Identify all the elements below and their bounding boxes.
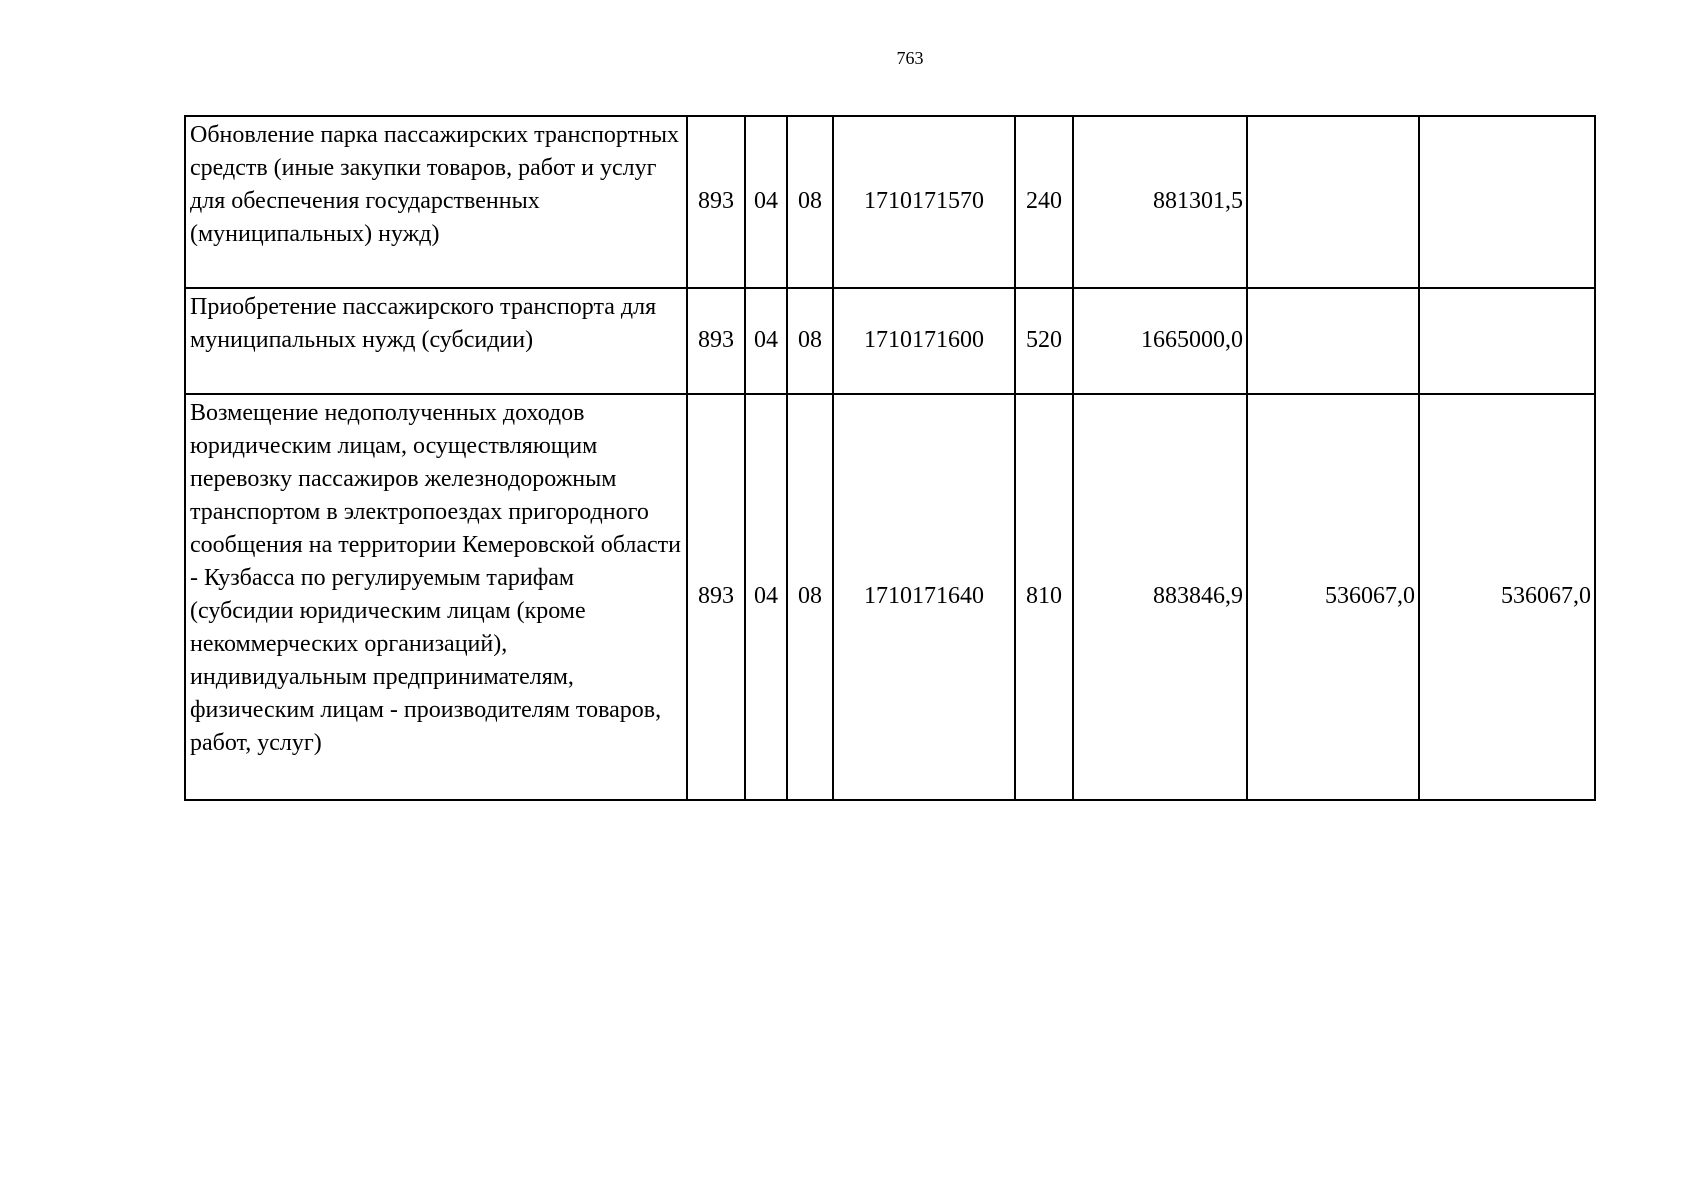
table-row xyxy=(185,288,1595,394)
ministry-code: 893 xyxy=(687,394,745,800)
amount-2: 536067,0 xyxy=(1247,394,1419,800)
budget-table xyxy=(184,115,1596,801)
target-article-code: 1710171600 xyxy=(833,288,1015,394)
amount-2 xyxy=(1247,288,1419,394)
amount-2 xyxy=(1247,116,1419,288)
expense-type-code: 520 xyxy=(1015,288,1073,394)
amount-3 xyxy=(1419,288,1595,394)
amount-3 xyxy=(1419,116,1595,288)
subsection-code: 08 xyxy=(787,288,833,394)
target-article-code: 1710171570 xyxy=(833,116,1015,288)
ministry-code: 893 xyxy=(687,288,745,394)
section-code: 04 xyxy=(745,394,787,800)
expense-type-code: 240 xyxy=(1015,116,1073,288)
amount-1: 883846,9 xyxy=(1073,394,1247,800)
amount-1: 1665000,0 xyxy=(1073,288,1247,394)
target-article-code: 1710171640 xyxy=(833,394,1015,800)
expense-type-code: 810 xyxy=(1015,394,1073,800)
ministry-code: 893 xyxy=(687,116,745,288)
table-row xyxy=(185,116,1595,288)
subsection-code: 08 xyxy=(787,394,833,800)
row-description: Приобретение пассажирского транспорта для муниципальных нужд (субсидии) xyxy=(185,288,687,394)
page-number: 763 xyxy=(896,48,924,68)
table-row xyxy=(185,394,1595,800)
row-description: Возмещение недополученных доходов юридическим лицам, осуществляющим перевозку пассажиров железнодорожным транспортом в электропоездах пригородного сообщения на территории Кемеровской области - Кузбасса по регулируемым тарифам (субсидии юридическим лицам (кроме некоммерческих организаций), индивидуальным предпринимателям, физическим лицам - производителям товаров, работ, услуг) xyxy=(185,394,687,800)
section-code: 04 xyxy=(745,288,787,394)
amount-3: 536067,0 xyxy=(1419,394,1595,800)
section-code: 04 xyxy=(745,116,787,288)
row-description: Обновление парка пассажирских транспортных средств (иные закупки товаров, работ и услуг для обеспечения государственных (муниципальных) нужд) xyxy=(185,116,687,288)
amount-1: 881301,5 xyxy=(1073,116,1247,288)
subsection-code: 08 xyxy=(787,116,833,288)
